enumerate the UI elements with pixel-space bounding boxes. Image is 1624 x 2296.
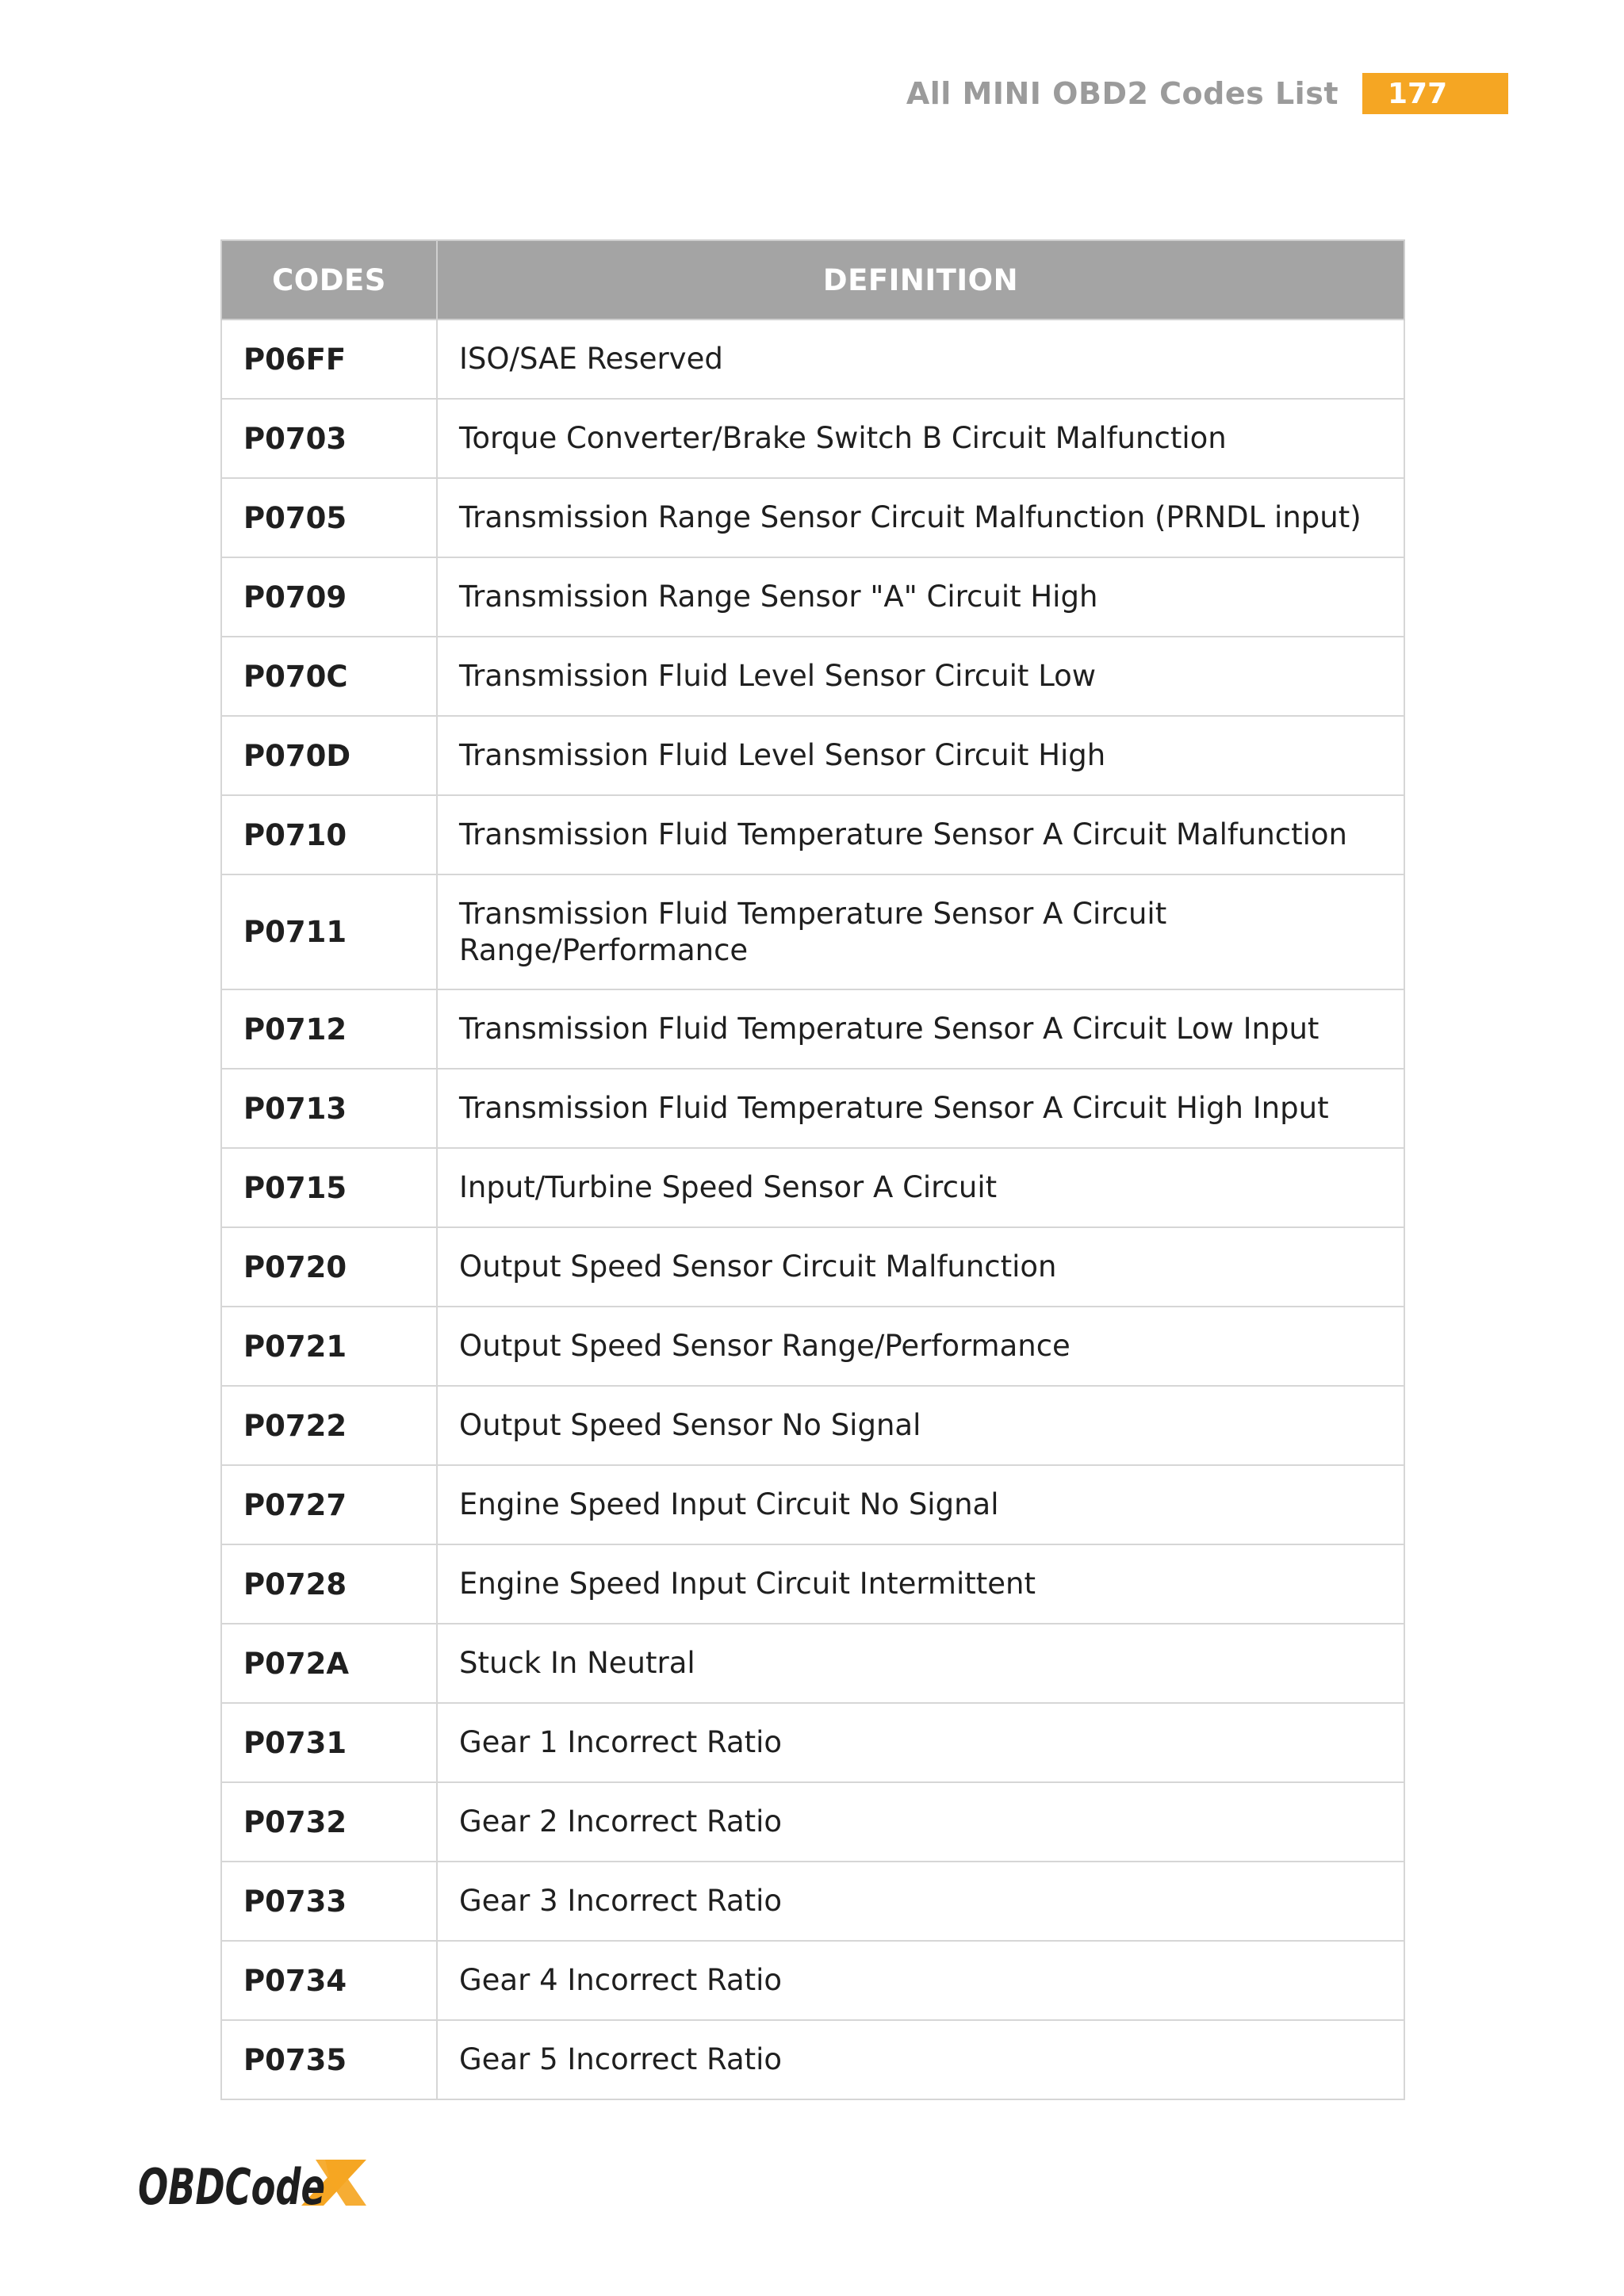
code-cell: P0710 <box>221 795 437 874</box>
code-cell: P0712 <box>221 989 437 1069</box>
table-header-row <box>221 240 1404 320</box>
table-row <box>221 795 1404 874</box>
definition-cell: Stuck In Neutral <box>437 1624 1404 1703</box>
definition-cell: Gear 5 Incorrect Ratio <box>437 2020 1404 2099</box>
definition-cell: Transmission Fluid Temperature Sensor A Circuit Low Input <box>437 989 1404 1069</box>
definition-cell: Engine Speed Input Circuit No Signal <box>437 1465 1404 1544</box>
definition-cell: Output Speed Sensor Circuit Malfunction <box>437 1227 1404 1307</box>
definition-cell: Gear 3 Incorrect Ratio <box>437 1862 1404 1941</box>
code-cell: P0703 <box>221 399 437 478</box>
definition-cell: Torque Converter/Brake Switch B Circuit Malfunction <box>437 399 1404 478</box>
code-cell: P072A <box>221 1624 437 1703</box>
table-row <box>221 1624 1404 1703</box>
table-row <box>221 1782 1404 1862</box>
table-row <box>221 1307 1404 1386</box>
definition-cell: Gear 1 Incorrect Ratio <box>437 1703 1404 1782</box>
definition-cell: Gear 4 Incorrect Ratio <box>437 1941 1404 2020</box>
table-row <box>221 557 1404 637</box>
table-row <box>221 874 1404 989</box>
definition-cell: Transmission Fluid Level Sensor Circuit High <box>437 716 1404 795</box>
code-cell: P0705 <box>221 478 437 557</box>
table-row <box>221 989 1404 1069</box>
code-cell: P0731 <box>221 1703 437 1782</box>
codes-table <box>220 239 1405 2100</box>
table-row <box>221 1148 1404 1227</box>
table-row <box>221 1941 1404 2020</box>
table-row <box>221 1069 1404 1148</box>
page-header <box>906 73 1508 114</box>
table-row <box>221 1465 1404 1544</box>
code-cell: P0711 <box>221 874 437 989</box>
header-title: All MINI OBD2 Codes List <box>906 76 1339 111</box>
code-cell: P0732 <box>221 1782 437 1862</box>
definition-cell: ISO/SAE Reserved <box>437 320 1404 399</box>
svg-text:OBDCode: OBDCode <box>138 2158 325 2210</box>
definition-cell: Transmission Range Sensor Circuit Malfunction (PRNDL input) <box>437 478 1404 557</box>
definition-cell: Input/Turbine Speed Sensor A Circuit <box>437 1148 1404 1227</box>
code-cell: P0734 <box>221 1941 437 2020</box>
page-number-badge: 177 <box>1362 73 1508 114</box>
code-cell: P070D <box>221 716 437 795</box>
table-row <box>221 1703 1404 1782</box>
code-cell: P070C <box>221 637 437 716</box>
definition-cell: Gear 2 Incorrect Ratio <box>437 1782 1404 1862</box>
table-row <box>221 1544 1404 1624</box>
definition-cell: Transmission Fluid Temperature Sensor A Circuit Malfunction <box>437 795 1404 874</box>
table-row <box>221 1386 1404 1465</box>
column-header-codes: CODES <box>221 240 437 320</box>
code-cell: P0733 <box>221 1862 437 1941</box>
table-row <box>221 716 1404 795</box>
code-cell: P0721 <box>221 1307 437 1386</box>
code-cell: P0722 <box>221 1386 437 1465</box>
code-cell: P0709 <box>221 557 437 637</box>
code-cell: P0728 <box>221 1544 437 1624</box>
table-row <box>221 478 1404 557</box>
definition-cell: Output Speed Sensor Range/Performance <box>437 1307 1404 1386</box>
definition-cell: Transmission Fluid Temperature Sensor A Circuit High Input <box>437 1069 1404 1148</box>
definition-cell: Transmission Range Sensor "A" Circuit High <box>437 557 1404 637</box>
code-cell: P0720 <box>221 1227 437 1307</box>
table-row <box>221 320 1404 399</box>
definition-cell: Transmission Fluid Temperature Sensor A Circuit Range/Performance <box>437 874 1404 989</box>
code-cell: P0735 <box>221 2020 437 2099</box>
code-cell: P0715 <box>221 1148 437 1227</box>
table-row <box>221 1862 1404 1941</box>
code-cell: P0713 <box>221 1069 437 1148</box>
obdcodex-logo-icon <box>136 2155 374 2210</box>
definition-cell: Transmission Fluid Level Sensor Circuit Low <box>437 637 1404 716</box>
table-row <box>221 637 1404 716</box>
table-row <box>221 2020 1404 2099</box>
definition-cell: Output Speed Sensor No Signal <box>437 1386 1404 1465</box>
obdcodex-logo <box>136 2155 374 2210</box>
table-row <box>221 1227 1404 1307</box>
table-row <box>221 399 1404 478</box>
definition-cell: Engine Speed Input Circuit Intermittent <box>437 1544 1404 1624</box>
column-header-definition: DEFINITION <box>437 240 1404 320</box>
code-cell: P06FF <box>221 320 437 399</box>
code-cell: P0727 <box>221 1465 437 1544</box>
